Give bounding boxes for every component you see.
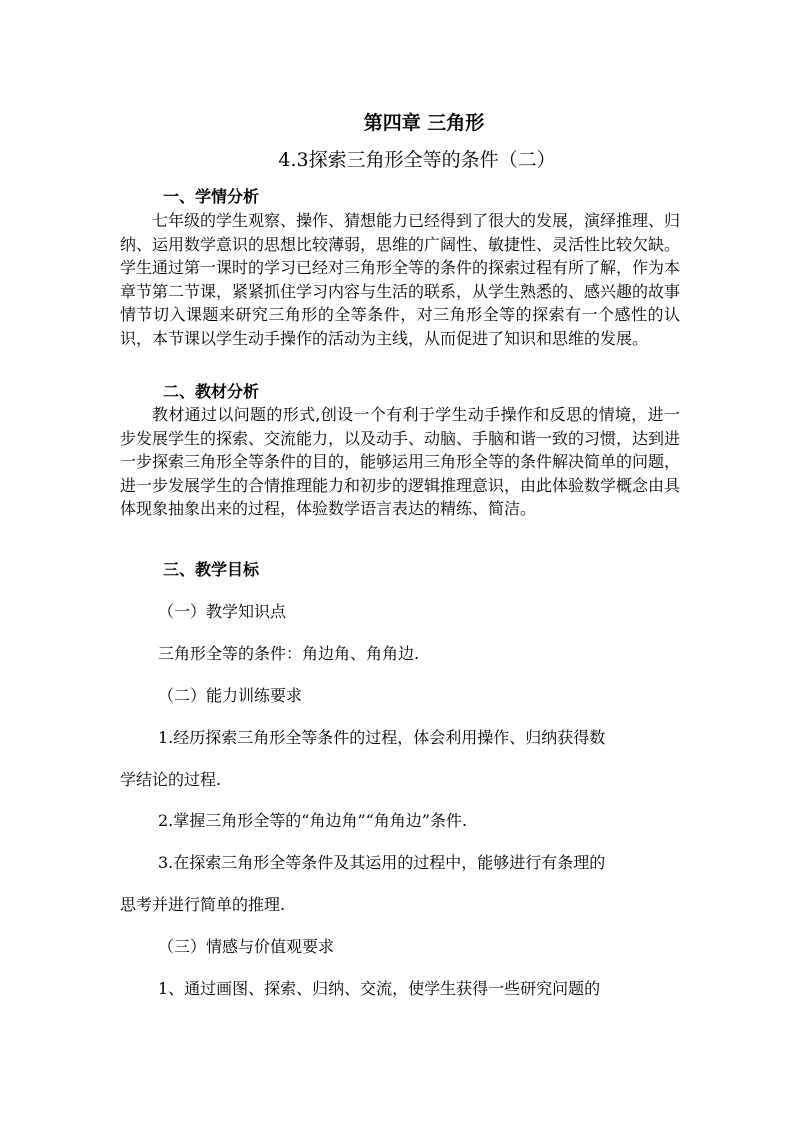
learner-analysis-paragraph: 七年级的学生观察、操作、猜想能力已经得到了很大的发展，演绎推理、归纳、运用数学意识的思想比较薄弱，思维的广阔性、敏捷性、灵活性比较欠缺。学生通过第一课时的学习已经对三角形全等的条件的探索过程有所了解，作为本章节第二节课，紧紧抓住学习内容与生活的联系，从学生熟悉的、感兴趣的故事情节切入课题来研究三角形的全等条件，对三角形全等的探索有一个感性的认识，本节课以学生动手操作的活动为主线，从而促进了知识和思维的发展。 [120, 211, 681, 348]
subheading-values-requirements: （三）情感与价值观要求 [158, 937, 335, 956]
subheading-ability-requirements: （二）能力训练要求 [158, 686, 303, 705]
knowledge-points-text: 三角形全等的条件：角边角、角角边. [158, 644, 420, 663]
ability-item-3-line-2: 思考并进行简单的推理. [120, 895, 286, 914]
textbook-analysis-paragraph: 教材通过以问题的形式,创设一个有利于学生动手操作和反思的情境，进一步发展学生的探索、交流能力，以及动手、动脑、手脑和谐一致的习惯，达到进一步探索三角形全等条件的目的，能够运用三角形全等的条件解决简单的问题，进一步发展学生的合情推理能力和初步的逻辑推理意识，由此体验数学概念由具体现象抽象出来的过程，体验数学语言表达的精练、简洁。 [120, 405, 681, 518]
section-heading-textbook-analysis: 二、教材分析 [163, 382, 260, 401]
chapter-title: 第四章 三角形 [363, 112, 485, 134]
section-heading-learner-analysis: 一、学情分析 [163, 187, 260, 206]
ability-item-3-line-1: 3.在探索三角形全等条件及其运用的过程中，能够进行有条理的 [158, 853, 606, 872]
values-item-1-line-1: 1、通过画图、探索、归纳、交流，使学生获得一些研究问题的 [158, 979, 601, 998]
ability-item-1-line-1: 1.经历探索三角形全等条件的过程，体会利用操作、归纳获得数 [158, 728, 606, 747]
section-heading-teaching-goals: 三、教学目标 [163, 560, 260, 579]
ability-item-2: 2.掌握三角形全等的“角边角”“角角边”条件. [158, 811, 468, 830]
ability-item-1-line-2: 学结论的过程. [120, 770, 222, 789]
subheading-knowledge-points: （一）教学知识点 [158, 602, 287, 621]
lesson-title: 4.3探索三角形全等的条件（二） [278, 149, 556, 171]
